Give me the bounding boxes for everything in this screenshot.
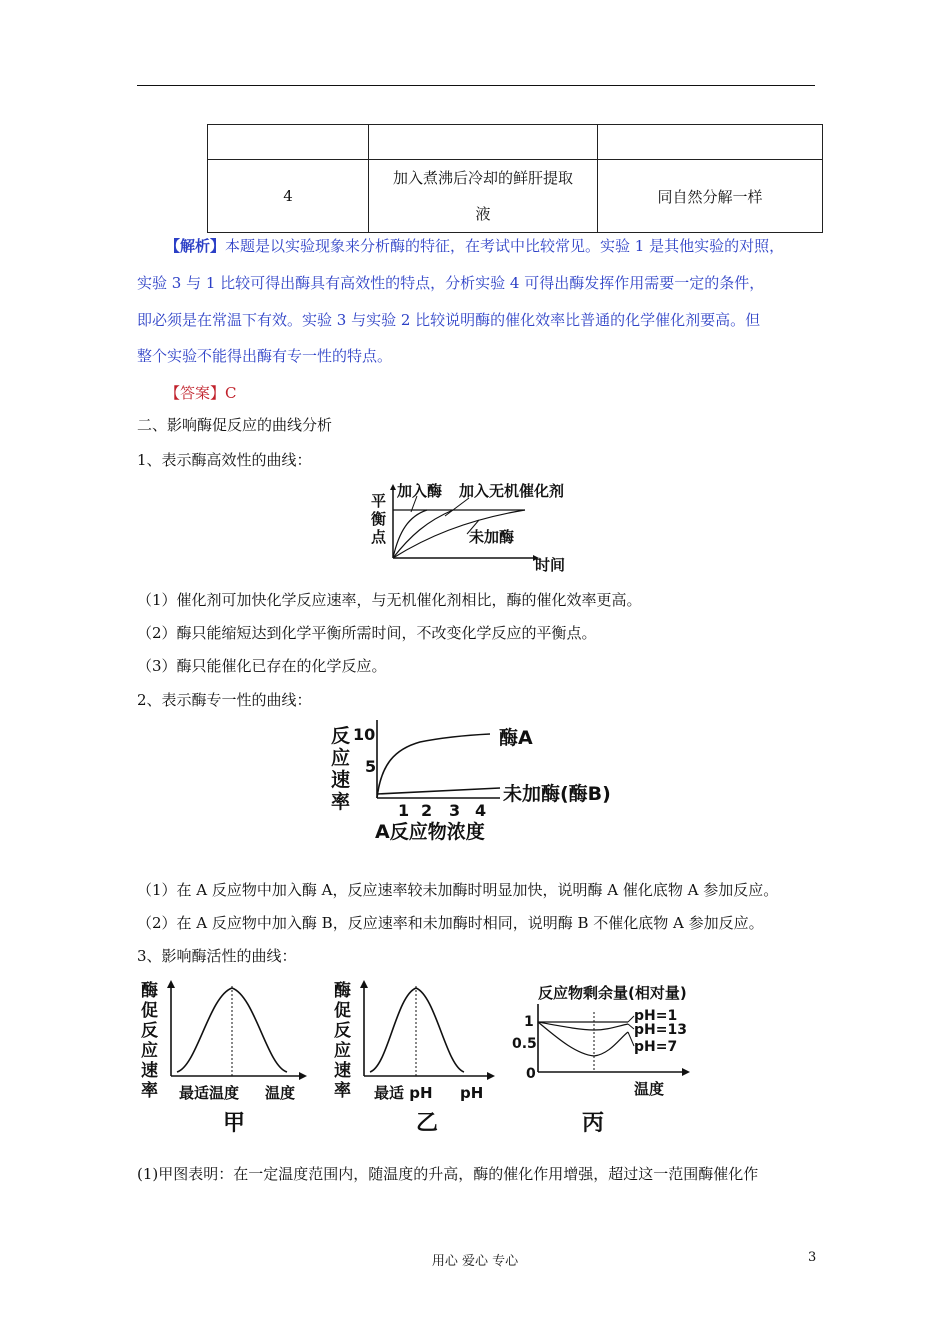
y-label-char: 衡: [371, 510, 387, 528]
paragraph: (1)甲图表明：在一定温度范围内，随温度的升高，酶的催化作用增强，超过这一范围酶催化作: [137, 1165, 759, 1183]
row-number: 4: [208, 160, 369, 233]
y-label-char: 应: [334, 1041, 351, 1061]
ph-figure: [330, 976, 510, 1136]
y-label-char: 率: [334, 1081, 351, 1101]
curve-no-enzyme: [377, 788, 500, 794]
y-label-char: 点: [371, 528, 387, 546]
y-arrow-icon: [360, 980, 368, 988]
y-label-char: 反: [141, 1021, 158, 1041]
bell-curve: [370, 988, 464, 1072]
x-tick-label: 2: [421, 801, 433, 820]
x-arrow-icon: [487, 1072, 495, 1080]
label-enzyme-a: 酶A: [499, 727, 533, 749]
experiment-table: [207, 124, 823, 233]
subsection-title: 3、影响酶活性的曲线：: [137, 947, 297, 965]
x-arrow-icon: [682, 1068, 690, 1076]
page-footer: 用心 爱心 专心: [431, 1254, 519, 1269]
x-label: 温度: [265, 1084, 296, 1102]
label-enzyme-b: 未加酶(酶B): [503, 783, 611, 805]
remaining-reactant-figure: [510, 976, 700, 1136]
figure-caption: 甲: [223, 1111, 246, 1136]
y-label-char: 反: [334, 1021, 351, 1041]
leader-line: [445, 498, 469, 516]
y-label-char: 速: [141, 1061, 158, 1081]
label-ph13: pH=13: [634, 1022, 687, 1038]
y-label-char: 应: [141, 1041, 158, 1061]
x-tick-label: 4: [475, 801, 487, 820]
label-inorganic: 加入无机催化剂: [459, 482, 565, 500]
paragraph: （2）酶只能缩短达到化学平衡所需时间，不改变化学反应的平衡点。: [137, 624, 597, 642]
y-tick-label: 1: [524, 1014, 534, 1030]
y-label-char: 平: [371, 492, 387, 510]
y-label-char: 酶: [334, 981, 351, 1001]
curve-ph13: [538, 1022, 628, 1030]
y-label-char: 酶: [141, 981, 158, 1001]
table-row: [208, 160, 823, 233]
specificity-figure: [325, 714, 645, 844]
x-optimum-label: 最适 pH: [374, 1084, 433, 1102]
analysis-line: 即必须是在常温下有效。实验 3 与实验 2 比较说明酶的催化效率比普通的化学催化剂要高。但: [137, 311, 761, 329]
paragraph: （1）催化剂可加快化学反应速率，与无机催化剂相比，酶的催化效率更高。: [137, 591, 642, 609]
section-title: 二、影响酶促反应的曲线分析: [137, 416, 333, 434]
y-label-char: 率: [141, 1081, 158, 1101]
label-no-enzyme: 未加酶: [469, 528, 515, 546]
label-enzyme: 加入酶: [397, 482, 443, 500]
x-label: pH: [460, 1084, 484, 1102]
y-tick-label: 10: [353, 725, 376, 744]
curve-enzyme-a: [377, 734, 490, 798]
y-tick-label: 0: [526, 1066, 536, 1082]
label-ph7: pH=7: [634, 1039, 678, 1055]
figure-caption: 乙: [416, 1111, 439, 1136]
y-label-char: 促: [141, 1001, 158, 1021]
label-ph1: pH=1: [634, 1008, 678, 1024]
figure-title: 反应物剩余量(相对量): [538, 984, 687, 1002]
x-tick-label: 3: [449, 801, 461, 820]
subsection-title: 1、表示酶高效性的曲线：: [137, 451, 312, 469]
paragraph: （1）在 A 反应物中加入酶 A，反应速率较未加酶时明显加快，说明酶 A 催化底物 A 参加反应。: [137, 881, 779, 899]
analysis-line: 整个实验不能得出酶有专一性的特点。: [137, 347, 393, 365]
table-row: [208, 125, 823, 160]
answer: 【答案】C: [165, 384, 237, 402]
header-rule: [137, 85, 815, 86]
subsection-title: 2、表示酶专一性的曲线：: [137, 691, 312, 709]
x-label: 时间: [535, 556, 566, 574]
y-arrow-icon: [390, 484, 396, 490]
row-result: 同自然分解一样: [598, 160, 823, 233]
x-tick-label: 1: [398, 801, 410, 820]
y-label-char: 应: [331, 747, 351, 769]
y-label-char: 速: [334, 1061, 351, 1081]
y-tick-label: 5: [365, 757, 377, 776]
y-label-char: 率: [331, 791, 351, 813]
page-number: 3: [808, 1250, 817, 1265]
y-arrow-icon: [167, 980, 175, 988]
y-label-char: 促: [334, 1001, 351, 1021]
curve-inorganic: [393, 510, 453, 558]
x-optimum-label: 最适温度: [179, 1084, 240, 1102]
row-method: 加入煮沸后冷却的鲜肝提取 液: [369, 160, 598, 233]
paragraph: （3）酶只能催化已存在的化学反应。: [137, 657, 387, 675]
analysis-line: 实验 3 与 1 比较可得出酶具有高效性的特点，分析实验 4 可得出酶发挥作用需要一定的条件，: [137, 274, 765, 292]
y-tick-label: 0.5: [512, 1036, 537, 1052]
x-label: A反应物浓度: [375, 821, 485, 843]
paragraph: （2）在 A 反应物中加入酶 B，反应速率和未加酶时相同，说明酶 B 不催化底物 A 参加反应。: [137, 914, 764, 932]
efficiency-figure: [365, 476, 585, 576]
y-label-char: 速: [331, 769, 351, 791]
x-arrow-icon: [299, 1072, 307, 1080]
x-label: 温度: [634, 1080, 665, 1098]
temperature-figure: [137, 976, 317, 1136]
y-label-char: 反: [331, 725, 351, 747]
analysis-line: 【解析】本题是以实验现象来分析酶的特征，在考试中比较常见。实验 1 是其他实验的对照，: [165, 237, 785, 255]
figure-caption: 丙: [582, 1111, 605, 1136]
